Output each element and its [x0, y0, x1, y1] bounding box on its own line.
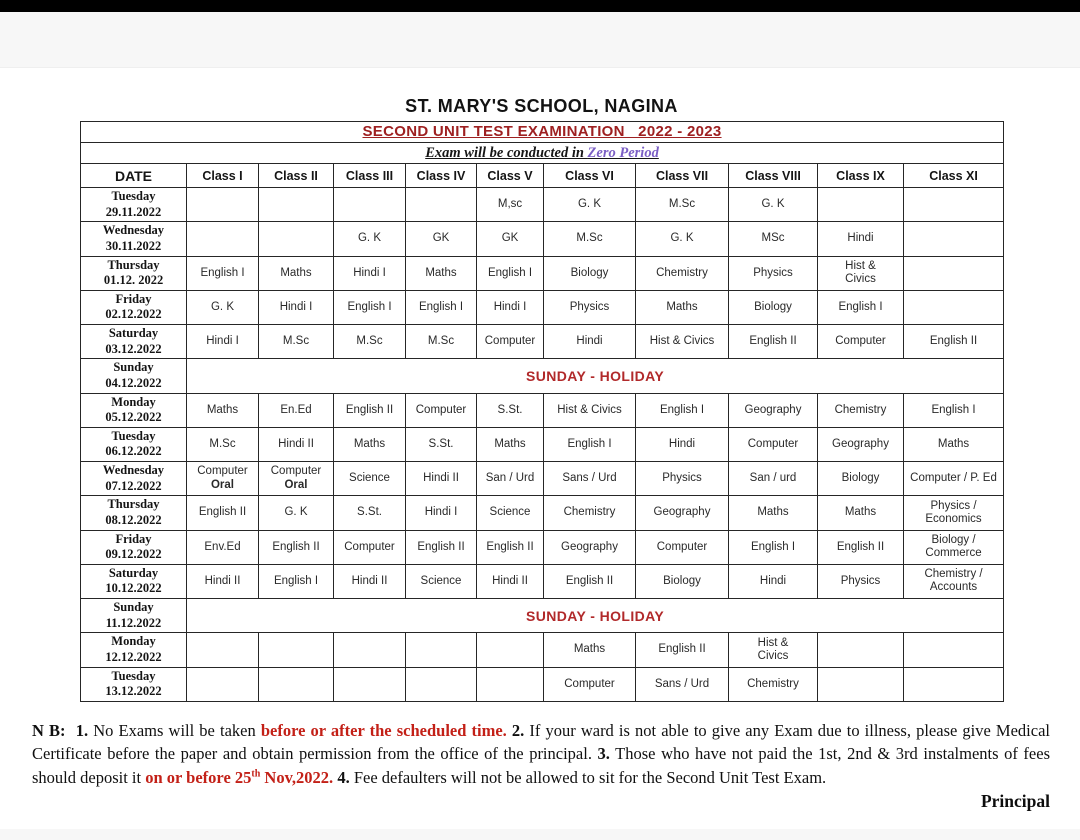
- column-header-class-iv: Class IV: [406, 164, 477, 188]
- subject-cell: Chemistry: [636, 256, 729, 290]
- table-row: [81, 359, 1004, 393]
- table-row: [81, 222, 1004, 256]
- subject-cell: G. K: [729, 188, 818, 222]
- subject-cell: English II: [334, 393, 406, 427]
- scan-margin-band: [0, 12, 1080, 68]
- subject-cell: Computer Oral: [259, 462, 334, 496]
- column-header-class-vi: Class VI: [544, 164, 636, 188]
- subject-cell: M.Sc: [406, 325, 477, 359]
- subject-cell: Physics / Economics: [904, 496, 1004, 530]
- note-text-run: Nov,2022.: [260, 767, 334, 787]
- subject-cell: M.Sc: [636, 188, 729, 222]
- column-header-class-v: Class V: [477, 164, 544, 188]
- table-row: [81, 496, 1004, 530]
- subject-cell: MSc: [729, 222, 818, 256]
- subject-cell: Maths: [818, 496, 904, 530]
- note-text-run: 2.: [511, 720, 525, 740]
- subject-cell: English I: [904, 393, 1004, 427]
- date-cell: Saturday 03.12.2022: [81, 325, 187, 359]
- subject-cell: English I: [406, 290, 477, 324]
- exam-title-cell: [81, 122, 1004, 143]
- subject-cell: Geography: [818, 427, 904, 461]
- note-text-run: If your ward is not able to give any Exam due to illness, please give Medical Certificate before the paper and obtain permission from the office of the principal.: [32, 720, 1050, 764]
- subject-cell: [334, 188, 406, 222]
- subject-cell: G. K: [544, 188, 636, 222]
- note-text-run: Fee defaulters will not be allowed to sit for the Second Unit Test Exam.: [349, 767, 827, 787]
- subject-cell: Physics: [818, 564, 904, 598]
- exam-title-row: [81, 122, 1004, 143]
- column-header-class-iii: Class III: [334, 164, 406, 188]
- subject-cell: Hindi II: [334, 564, 406, 598]
- subject-cell: G. K: [187, 290, 259, 324]
- subject-cell: S.St.: [334, 496, 406, 530]
- subject-cell: [904, 290, 1004, 324]
- subject-cell: Computer / P. Ed: [904, 462, 1004, 496]
- subject-cell: S.St.: [477, 393, 544, 427]
- table-body: [81, 188, 1004, 702]
- subject-cell: [259, 188, 334, 222]
- subject-cell: Computer: [729, 427, 818, 461]
- subject-cell: Computer: [818, 325, 904, 359]
- date-cell: Monday 05.12.2022: [81, 393, 187, 427]
- subject-cell: Geography: [544, 530, 636, 564]
- subject-cell: Physics: [544, 290, 636, 324]
- subject-cell: [818, 667, 904, 701]
- table-row: [81, 667, 1004, 701]
- subject-cell: [818, 188, 904, 222]
- subject-cell: Biology: [818, 462, 904, 496]
- subject-cell: San / urd: [729, 462, 818, 496]
- subject-cell: Hindi II: [477, 564, 544, 598]
- subject-cell: G. K: [259, 496, 334, 530]
- nb-notes: [32, 719, 1050, 789]
- subject-cell: Maths: [904, 427, 1004, 461]
- note-text-run: 1.: [75, 720, 89, 740]
- subject-cell: Hindi II: [259, 427, 334, 461]
- subject-cell: English I: [818, 290, 904, 324]
- school-name: ST. MARY'S SCHOOL, NAGINA: [405, 96, 678, 116]
- note-text-run: [66, 721, 76, 740]
- subject-cell: Biology: [729, 290, 818, 324]
- subject-cell: Hindi I: [187, 325, 259, 359]
- subject-cell: Geography: [729, 393, 818, 427]
- subject-cell: Science: [334, 462, 406, 496]
- note-text-run: before or after the scheduled time.: [260, 720, 507, 740]
- subject-cell: English II: [187, 496, 259, 530]
- subject-cell: M.Sc: [544, 222, 636, 256]
- subject-cell: [818, 633, 904, 667]
- subject-cell: En.Ed: [259, 393, 334, 427]
- document-page: [0, 96, 1080, 812]
- note-text-run: Those who have not paid the 1st, 2nd & 3rd instalments of fees should deposit it: [32, 744, 1050, 787]
- subject-cell: [406, 667, 477, 701]
- table-row: [81, 188, 1004, 222]
- subject-cell: GK: [477, 222, 544, 256]
- date-cell: Monday 12.12.2022: [81, 633, 187, 667]
- exam-note-zero-period: Zero Period: [587, 145, 659, 161]
- subject-cell: [477, 667, 544, 701]
- date-cell: Saturday 10.12.2022: [81, 564, 187, 598]
- top-black-bar: [0, 0, 1080, 12]
- subject-cell: Biology / Commerce: [904, 530, 1004, 564]
- subject-cell: [187, 222, 259, 256]
- subject-cell: Sans / Urd: [636, 667, 729, 701]
- subject-cell: [406, 633, 477, 667]
- subject-cell: Computer: [334, 530, 406, 564]
- table-row: [81, 633, 1004, 667]
- column-header-class-ix: Class IX: [818, 164, 904, 188]
- subject-cell: [259, 633, 334, 667]
- table-row: [81, 427, 1004, 461]
- subject-cell: English II: [259, 530, 334, 564]
- note-text-run: N B:: [32, 720, 66, 740]
- note-text-run: No Exams will be taken: [88, 720, 261, 740]
- subject-cell: G. K: [636, 222, 729, 256]
- subject-cell: [477, 633, 544, 667]
- subject-cell: [187, 633, 259, 667]
- column-header-class-vii: Class VII: [636, 164, 729, 188]
- subject-cell: Chemistry: [729, 667, 818, 701]
- subject-cell: English II: [904, 325, 1004, 359]
- subject-cell: English I: [477, 256, 544, 290]
- subject-cell: Maths: [187, 393, 259, 427]
- exam-title: SECOND UNIT TEST EXAMINATION 2022 - 2023: [362, 123, 722, 140]
- table-row: [81, 599, 1004, 633]
- subject-cell: [259, 667, 334, 701]
- subject-cell: [187, 188, 259, 222]
- subject-cell: Geography: [636, 496, 729, 530]
- date-cell: Wednesday 07.12.2022: [81, 462, 187, 496]
- subject-cell: [904, 633, 1004, 667]
- subject-cell: Physics: [729, 256, 818, 290]
- holiday-cell: SUNDAY - HOLIDAY: [187, 599, 1004, 633]
- subject-cell: English I: [544, 427, 636, 461]
- table-row: [81, 530, 1004, 564]
- date-cell: Tuesday 29.11.2022: [81, 188, 187, 222]
- subject-cell: [904, 256, 1004, 290]
- subject-cell: [904, 222, 1004, 256]
- subject-cell: [259, 222, 334, 256]
- subject-cell: Hist & Civics: [729, 633, 818, 667]
- subject-cell: Chemistry / Accounts: [904, 564, 1004, 598]
- subject-cell: Hindi I: [259, 290, 334, 324]
- subject-cell: English I: [259, 564, 334, 598]
- subject-cell: Maths: [544, 633, 636, 667]
- date-cell: Wednesday 30.11.2022: [81, 222, 187, 256]
- subject-cell: English II: [406, 530, 477, 564]
- subject-cell: Hindi: [729, 564, 818, 598]
- subject-cell: [904, 188, 1004, 222]
- note-text-run: on or before 25: [145, 767, 252, 787]
- subject-cell: English I: [187, 256, 259, 290]
- exam-note-prefix: Exam will be conducted in: [425, 145, 588, 161]
- subject-cell: Sans / Urd: [544, 462, 636, 496]
- subject-cell: [187, 667, 259, 701]
- column-header-class-ii: Class II: [259, 164, 334, 188]
- subject-cell: Hist & Civics: [544, 393, 636, 427]
- table-row: [81, 462, 1004, 496]
- subject-cell: M.Sc: [259, 325, 334, 359]
- subject-cell: Maths: [729, 496, 818, 530]
- subject-cell: Env.Ed: [187, 530, 259, 564]
- subject-cell: Computer: [477, 325, 544, 359]
- date-cell: Sunday 11.12.2022: [81, 599, 187, 633]
- subject-cell: Science: [477, 496, 544, 530]
- subject-cell: English I: [334, 290, 406, 324]
- exam-note: [425, 145, 659, 161]
- subject-cell: English II: [544, 564, 636, 598]
- subject-cell: S.St.: [406, 427, 477, 461]
- subject-cell: Hist & Civics: [818, 256, 904, 290]
- subject-cell: Hindi I: [334, 256, 406, 290]
- subject-cell: Chemistry: [818, 393, 904, 427]
- subject-cell: Biology: [544, 256, 636, 290]
- subject-cell: Hindi I: [477, 290, 544, 324]
- column-header-class-viii: Class VIII: [729, 164, 818, 188]
- subject-cell: [334, 667, 406, 701]
- subject-cell: English II: [818, 530, 904, 564]
- subject-cell: Maths: [406, 256, 477, 290]
- date-cell: Thursday 01.12. 2022: [81, 256, 187, 290]
- column-header-date: DATE: [81, 164, 187, 188]
- subject-cell: English II: [636, 633, 729, 667]
- subject-cell: Maths: [259, 256, 334, 290]
- subject-cell: [406, 188, 477, 222]
- subject-cell: M.Sc: [334, 325, 406, 359]
- date-cell: Friday 09.12.2022: [81, 530, 187, 564]
- table-row: [81, 564, 1004, 598]
- subject-cell: English I: [636, 393, 729, 427]
- column-header-class-xi: Class XI: [904, 164, 1004, 188]
- subject-cell: [904, 667, 1004, 701]
- subject-cell: M,sc: [477, 188, 544, 222]
- exam-timetable: [80, 121, 1004, 702]
- subject-cell: San / Urd: [477, 462, 544, 496]
- subject-cell: Physics: [636, 462, 729, 496]
- date-cell: Tuesday 13.12.2022: [81, 667, 187, 701]
- principal-signature: Principal: [980, 791, 1050, 812]
- holiday-cell: SUNDAY - HOLIDAY: [187, 359, 1004, 393]
- note-text-run: 3.: [597, 744, 610, 764]
- subject-cell: Biology: [636, 564, 729, 598]
- date-cell: Tuesday 06.12.2022: [81, 427, 187, 461]
- subject-cell: English I: [729, 530, 818, 564]
- subject-cell: Hist & Civics: [636, 325, 729, 359]
- table-row: [81, 290, 1004, 324]
- exam-note-cell: [81, 143, 1004, 164]
- subject-cell: Hindi I: [406, 496, 477, 530]
- subject-cell: G. K: [334, 222, 406, 256]
- subject-cell: Maths: [334, 427, 406, 461]
- date-cell: Friday 02.12.2022: [81, 290, 187, 324]
- subject-cell: Hindi: [636, 427, 729, 461]
- subject-cell: Chemistry: [544, 496, 636, 530]
- date-cell: Thursday 08.12.2022: [81, 496, 187, 530]
- table-row: [81, 256, 1004, 290]
- subject-cell: Computer: [544, 667, 636, 701]
- subject-cell: Computer: [636, 530, 729, 564]
- subject-cell: GK: [406, 222, 477, 256]
- scan-bottom-band: [0, 829, 1080, 840]
- subject-cell: Computer Oral: [187, 462, 259, 496]
- subject-cell: English II: [729, 325, 818, 359]
- note-text-run: th: [251, 768, 261, 780]
- table-header-row: [81, 164, 1004, 188]
- table-row: [81, 393, 1004, 427]
- date-cell: Sunday 04.12.2022: [81, 359, 187, 393]
- subject-cell: [334, 633, 406, 667]
- subject-cell: M.Sc: [187, 427, 259, 461]
- subject-cell: Hindi: [818, 222, 904, 256]
- subject-cell: Computer: [406, 393, 477, 427]
- table-row: [81, 325, 1004, 359]
- subject-cell: Hindi II: [187, 564, 259, 598]
- subject-cell: Maths: [477, 427, 544, 461]
- subject-cell: English II: [477, 530, 544, 564]
- exam-note-row: [81, 143, 1004, 164]
- subject-cell: Maths: [636, 290, 729, 324]
- note-text-run: 4.: [337, 767, 350, 787]
- column-header-class-i: Class I: [187, 164, 259, 188]
- subject-cell: Science: [406, 564, 477, 598]
- subject-cell: Hindi II: [406, 462, 477, 496]
- subject-cell: Hindi: [544, 325, 636, 359]
